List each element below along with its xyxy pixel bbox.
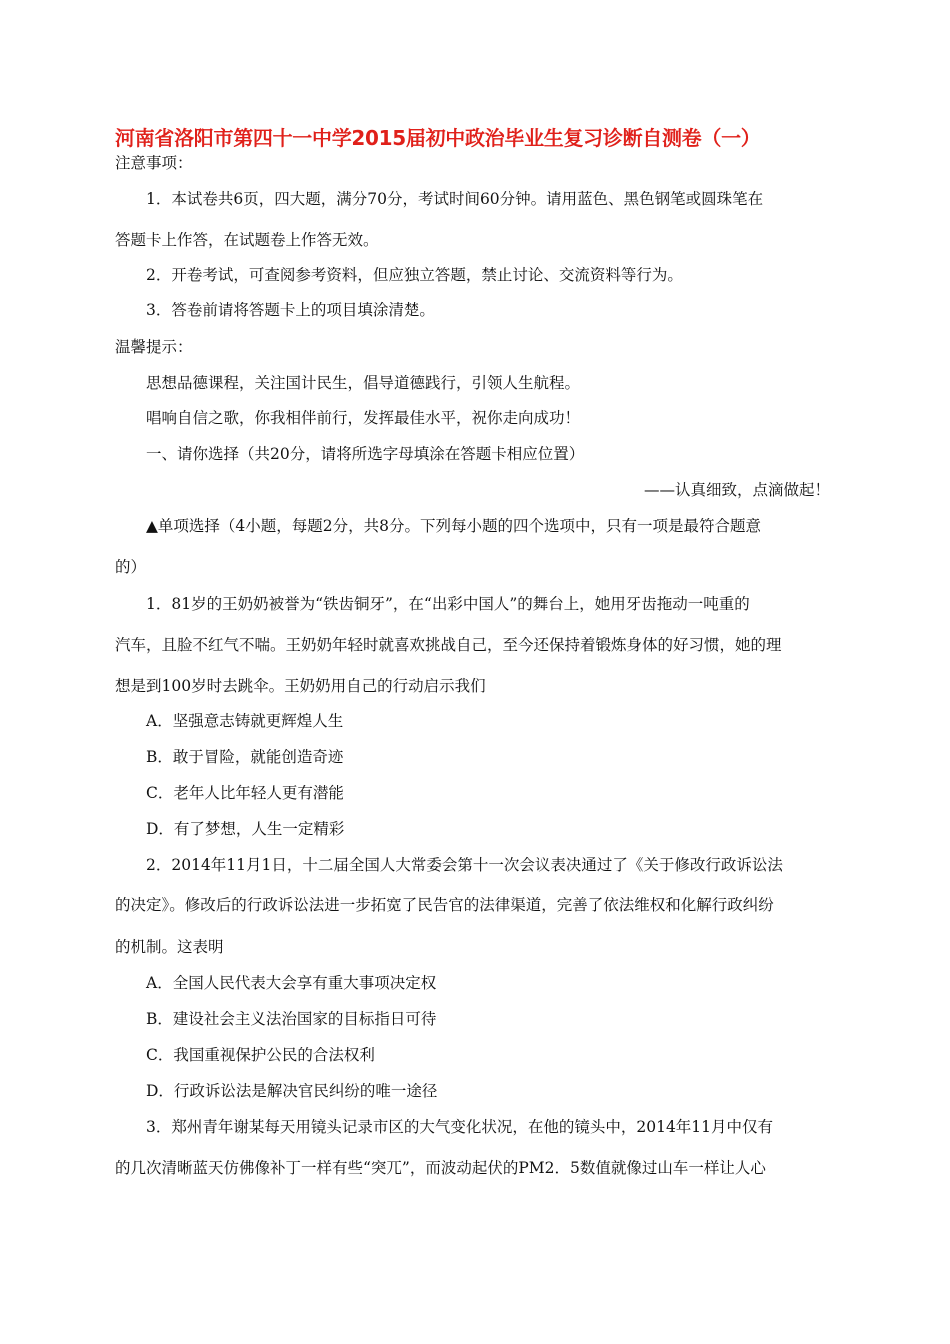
tips-line-1: 思想品德课程，关注国计民生，倡导道德践行，引领人生航程。 [146, 374, 581, 392]
question-1-line-2: 汽车，且脸不红气不喘。王奶奶年轻时就喜欢挑战自己，至今还保持着锻炼身体的好习惯，她的理 [115, 636, 782, 654]
question-1-line-1: 1．81岁的王奶奶被誉为“铁齿铜牙”，在“出彩中国人”的舞台上，她用牙齿拖动一吨重的 [146, 595, 750, 613]
question-3-line-2: 的几次清晰蓝天仿佛像补丁一样有些“突兀”，而波动起伏的PM2．5数值就像过山车一样让人心 [115, 1159, 766, 1177]
question-1-option-c: C．老年人比年轻人更有潜能 [146, 784, 344, 802]
tips-line-2: 唱响自信之歌，你我相伴前行，发挥最佳水平，祝你走向成功！ [146, 409, 581, 427]
tips-heading: 温馨提示： [115, 338, 193, 356]
section-1-instructions-line-2: 的） [115, 558, 147, 576]
notice-heading: 注意事项： [115, 154, 193, 172]
question-2-line-3: 的机制。这表明 [115, 938, 224, 956]
section-1-heading: 一、请你选择（共20分，请将所选字母填涂在答题卡相应位置） [146, 445, 585, 463]
page-title: 河南省洛阳市第四十一中学2015届初中政治毕业生复习诊断自测卷（一） [115, 126, 761, 150]
notice-item-1-line-2: 答题卡上作答，在试题卷上作答无效。 [115, 231, 379, 249]
question-1-option-a: A．坚强意志铸就更辉煌人生 [146, 712, 344, 730]
question-2-line-2: 的决定》。修改后的行政诉讼法进一步拓宽了民告官的法律渠道，完善了依法维权和化解行政纠纷 [115, 896, 774, 914]
question-3-line-1: 3．郑州青年谢某每天用镜头记录市区的大气变化状况，在他的镜头中，2014年11月中仅有 [146, 1118, 774, 1136]
notice-item-1-line-1: 1．本试卷共6页，四大题，满分70分，考试时间60分钟。请用蓝色、黑色钢笔或圆珠笔在 [146, 190, 764, 208]
question-1-line-3: 想是到100岁时去跳伞。王奶奶用自己的行动启示我们 [115, 677, 486, 695]
section-1-instructions-line-1: ▲单项选择（4小题，每题2分，共8分。下列每小题的四个选项中，只有一项是最符合题意 [146, 517, 762, 535]
notice-item-3: 3．答卷前请将答题卡上的项目填涂清楚。 [146, 301, 435, 319]
question-2-option-d: D．行政诉讼法是解决官民纠纷的唯一途径 [146, 1082, 438, 1100]
question-1-option-d: D．有了梦想，人生一定精彩 [146, 820, 345, 838]
question-2-line-1: 2．2014年11月1日，十二届全国人大常委会第十一次会议表决通过了《关于修改行政诉讼法 [146, 856, 783, 874]
question-2-option-a: A．全国人民代表大会享有重大事项决定权 [146, 974, 437, 992]
question-1-option-b: B．敢于冒险，就能创造奇迹 [146, 748, 344, 766]
section-1-motto: ——认真细致，点滴做起！ [643, 481, 830, 499]
notice-item-2: 2．开卷考试，可查阅参考资料，但应独立答题，禁止讨论、交流资料等行为。 [146, 266, 683, 284]
question-2-option-c: C．我国重视保护公民的合法权利 [146, 1046, 375, 1064]
question-2-option-b: B．建设社会主义法治国家的目标指日可待 [146, 1010, 437, 1028]
